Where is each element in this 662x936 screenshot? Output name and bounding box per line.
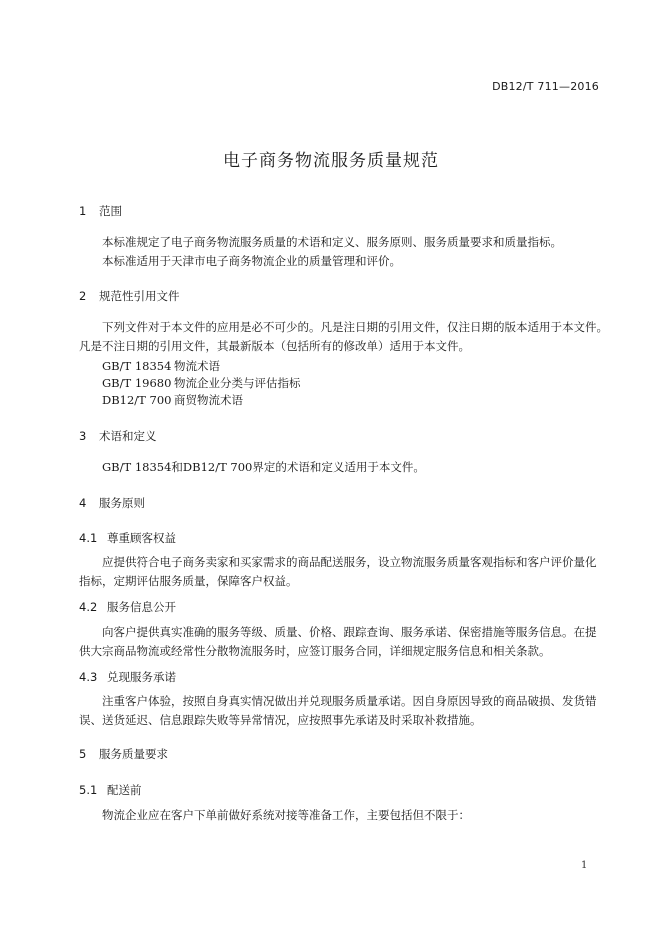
section-number: 4.1 [79,531,98,545]
reference-item [102,375,301,391]
section-title: 服务原则 [99,496,145,510]
section-number: 5.1 [79,783,98,797]
section-4-3-paragraph-line-1: 注重客户体验，按照自身真实情况做出并兑现服务质量承诺。因自身原因导致的商品破损、发货错 [102,694,597,708]
section-number: 5 [79,747,87,761]
section-3-heading [79,428,157,444]
section-1-paragraph-1: 本标准规定了电子商务物流服务质量的术语和定义、服务原则、服务质量要求和质量指标。 [102,235,562,249]
section-number: 2 [79,289,87,303]
section-5-1-heading [79,782,142,798]
section-number: 3 [79,429,87,443]
reference-code: DB12/T 700 [102,393,172,407]
section-4-2-heading [79,599,176,615]
section-number: 4 [79,496,87,510]
section-4-1-heading [79,530,176,546]
section-number: 1 [79,204,87,218]
section-5-heading [79,746,168,762]
section-title: 术语和定义 [99,429,157,443]
section-title: 尊重顾客权益 [107,531,176,545]
section-2-paragraph-line-1: 下列文件对于本文件的应用是必不可少的。凡是注日期的引用文件，仅注日期的版本适用于本文件。 [102,320,608,334]
section-5-1-paragraph-line-1: 物流企业应在客户下单前做好系统对接等准备工作，主要包括但不限于： [102,808,470,822]
document-number: DB12/T 711—2016 [492,80,599,93]
section-title: 服务质量要求 [99,747,168,761]
section-4-1-paragraph-line-2: 指标，定期评估服务质量，保障客户权益。 [79,574,298,588]
reference-code: GB/T 18354 [102,359,172,373]
document-title: 电子商务物流服务质量规范 [223,151,439,171]
section-2-paragraph-line-2: 凡是不注日期的引用文件，其最新版本（包括所有的修改单）适用于本文件。 [79,339,470,353]
reference-code: GB/T 19680 [102,376,172,390]
section-title: 范围 [99,204,122,218]
section-3-paragraph: GB/T 18354和DB12/T 700界定的术语和定义适用于本文件。 [102,460,425,474]
reference-item [102,392,243,408]
section-4-3-heading [79,669,176,685]
section-2-heading [79,288,180,304]
section-title: 规范性引用文件 [99,289,180,303]
section-4-3-paragraph-line-2: 误、送货延迟、信息跟踪失败等异常情况，应按照事先承诺及时采取补救措施。 [79,713,482,727]
section-title: 服务信息公开 [107,600,176,614]
reference-name: 物流企业分类与评估指标 [174,376,301,390]
section-number: 4.3 [79,670,98,684]
section-4-2-paragraph-line-2: 供大宗商品物流或经常性分散物流服务时，应签订服务合同，详细规定服务信息和相关条款。 [79,644,551,658]
reference-name: 物流术语 [174,359,220,373]
reference-name: 商贸物流术语 [174,393,243,407]
section-4-2-paragraph-line-1: 向客户提供真实准确的服务等级、质量、价格、跟踪查询、服务承诺、保密措施等服务信息。在提 [102,625,597,639]
reference-item [102,358,220,374]
section-1-paragraph-2: 本标准适用于天津市电子商务物流企业的质量管理和评价。 [102,254,401,268]
section-title: 兑现服务承诺 [107,670,176,684]
section-4-heading [79,495,145,511]
section-number: 4.2 [79,600,98,614]
section-1-heading [79,203,122,219]
section-title: 配送前 [107,783,142,797]
page-number: 1 [581,860,588,871]
section-4-1-paragraph-line-1: 应提供符合电子商务卖家和买家需求的商品配送服务，设立物流服务质量客观指标和客户评价量化 [102,555,597,569]
